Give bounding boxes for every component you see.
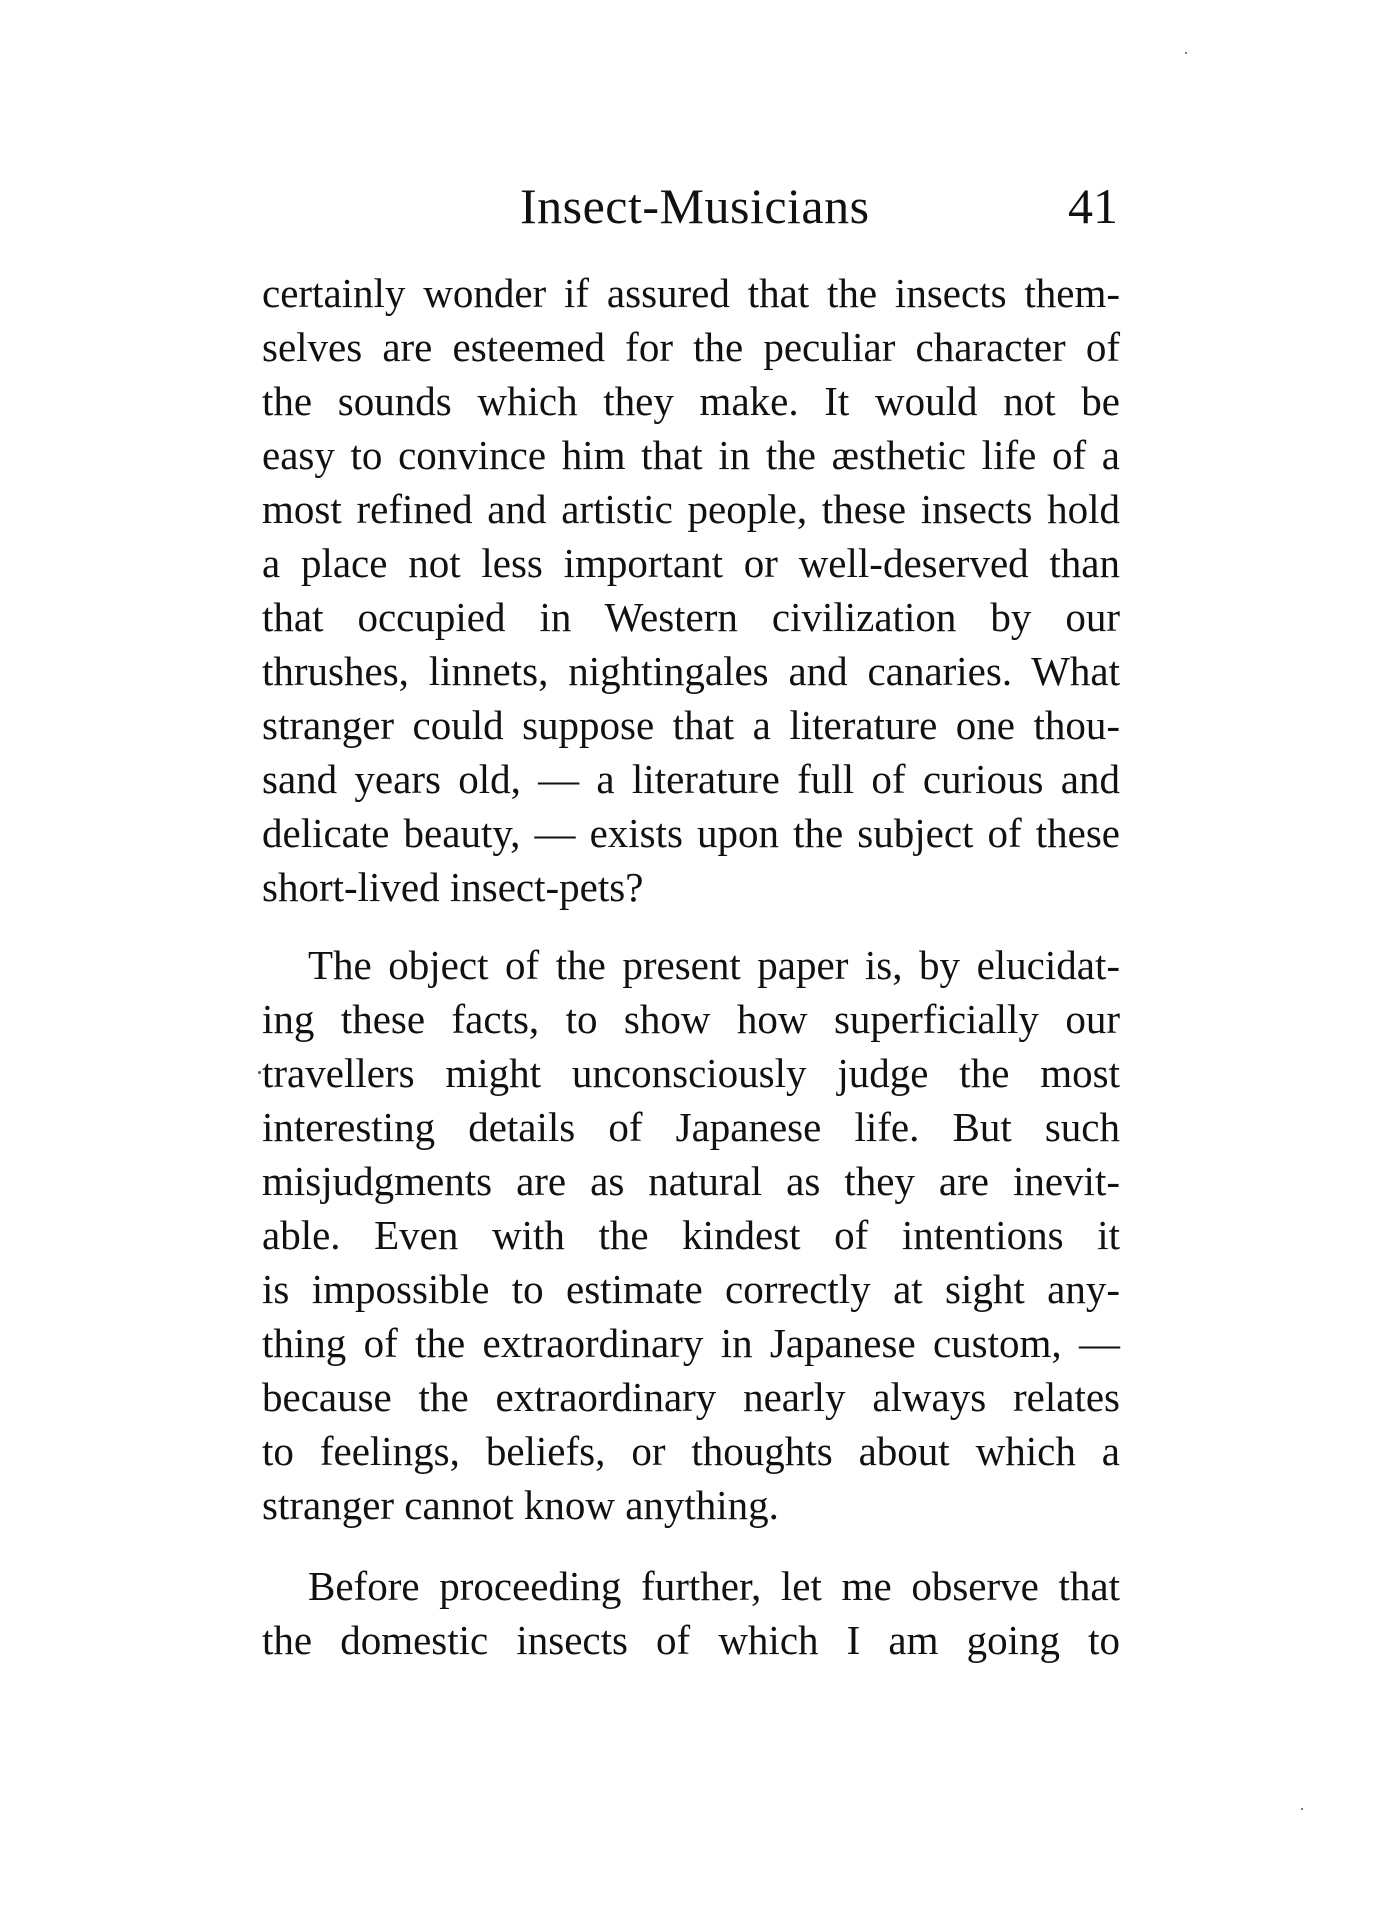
ink-speck [258,1071,261,1074]
paragraph-1 [262,266,1120,914]
page-number: 41 [1068,178,1118,234]
text-line: interesting details of Japanese life. But such [262,1104,1120,1150]
text-line: misjudgments are as natural as they are inevit- [262,1158,1120,1204]
ink-speck [1301,1808,1303,1810]
text-line: ing these facts, to show how superficially our [262,996,1120,1042]
text-line: delicate beauty, — exists upon the subject of these [262,810,1120,856]
text-line: short-lived insect-pets? [262,864,644,910]
text-line: stranger cannot know anything. [262,1482,779,1528]
ink-speck [1185,52,1187,54]
text-line: easy to convince him that in the æsthetic life of a [262,432,1120,478]
running-head-title: Insect-Musicians [520,178,870,234]
text-line: is impossible to estimate correctly at sight any- [262,1266,1120,1312]
text-line: thrushes, linnets, nightingales and canaries. What [262,648,1120,694]
text-line: that occupied in Western civilization by our [262,594,1120,640]
text-line: because the extraordinary nearly always relates [262,1374,1120,1420]
text-line: the sounds which they make. It would not be [262,378,1120,424]
text-line: thing of the extraordinary in Japanese custom, — [262,1320,1120,1366]
text-line: the domestic insects of which I am going to [262,1617,1120,1663]
text-line: a place not less important or well-deserved than [262,540,1120,586]
text-line: travellers might unconsciously judge the most [262,1050,1120,1096]
text-line: sand years old, — a literature full of curious and [262,756,1120,802]
text-line: to feelings, beliefs, or thoughts about which a [262,1428,1120,1474]
text-line: certainly wonder if assured that the insects them- [262,270,1120,316]
text-line: The object of the present paper is, by elucidat- [308,942,1120,988]
text-line: able. Even with the kindest of intentions it [262,1212,1120,1258]
text-line: most refined and artistic people, these insects hold [262,486,1120,532]
text-line: stranger could suppose that a literature one thou- [262,702,1120,748]
paragraph-2 [262,938,1120,1532]
text-line: selves are esteemed for the peculiar character of [262,324,1120,370]
paragraph-3 [262,1559,1120,1667]
text-line: Before proceeding further, let me observe that [308,1563,1120,1609]
